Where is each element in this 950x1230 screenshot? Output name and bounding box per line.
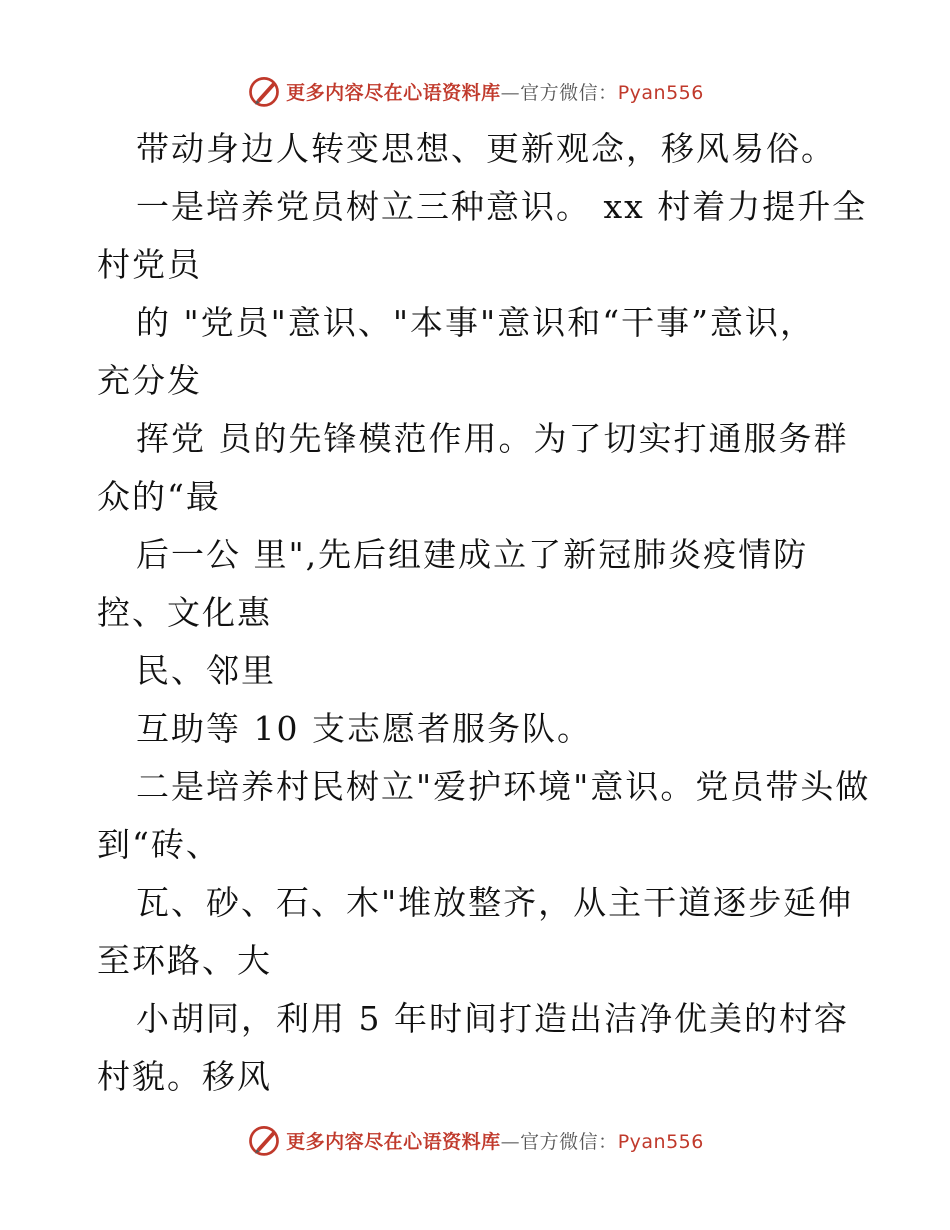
paragraph-line: 至环路、大 xyxy=(97,941,272,980)
header-watermark xyxy=(0,71,950,111)
paragraph-line: 到“砖、 xyxy=(97,825,221,864)
paragraph-line: 二是培养村民树立"爱护环境"意识。党员带头做 xyxy=(136,767,871,806)
pen-circle-logo-icon xyxy=(246,1122,282,1158)
footer-watermark xyxy=(0,1120,950,1160)
paragraph-line: 瓦、砂、石、木"堆放整齐，从主干道逐步延伸 xyxy=(136,883,854,922)
wechat-label: 官方微信： xyxy=(520,81,618,104)
paragraph-line: 控、文化惠 xyxy=(97,593,272,632)
pen-circle-logo-icon xyxy=(246,73,282,109)
paragraph-line: 村党员 xyxy=(97,245,202,284)
paragraph-line: 充分发 xyxy=(97,361,202,400)
paragraph-line: 的 "党员"意识、"本事"意识和“干事”意识， xyxy=(136,303,815,342)
site-name: 更多内容尽在心语资料库 xyxy=(286,81,501,104)
paragraph-line: 互助等 10 支志愿者服务队。 xyxy=(136,709,592,748)
site-name: 更多内容尽在心语资料库 xyxy=(286,1130,501,1153)
paragraph-line: 民、邻里 xyxy=(136,651,276,690)
paragraph-line: 村貌。移风 xyxy=(97,1057,272,1096)
paragraph-line: 小胡同，利用 5 年时间打造出洁净优美的村容 xyxy=(136,999,849,1038)
paragraph-line: 带动身边人转变思想、更新观念，移风易俗。 xyxy=(136,129,836,168)
wechat-label: 官方微信： xyxy=(520,1130,618,1153)
separator: — xyxy=(500,81,521,104)
paragraph-line: 一是培养党员树立三种意识。 xx 村着力提升全 xyxy=(136,187,868,226)
separator: — xyxy=(500,1130,521,1153)
paragraph-line: 挥党 员的先锋模范作用。为了切实打通服务群 xyxy=(136,419,849,458)
wechat-id: Pyan556 xyxy=(617,81,704,104)
wechat-id: Pyan556 xyxy=(617,1130,704,1153)
paragraph-line: 后一公 里",先后组建成立了新冠肺炎疫情防 xyxy=(136,535,809,574)
document-body xyxy=(97,120,877,1106)
paragraph-line: 众的“最 xyxy=(97,477,221,516)
